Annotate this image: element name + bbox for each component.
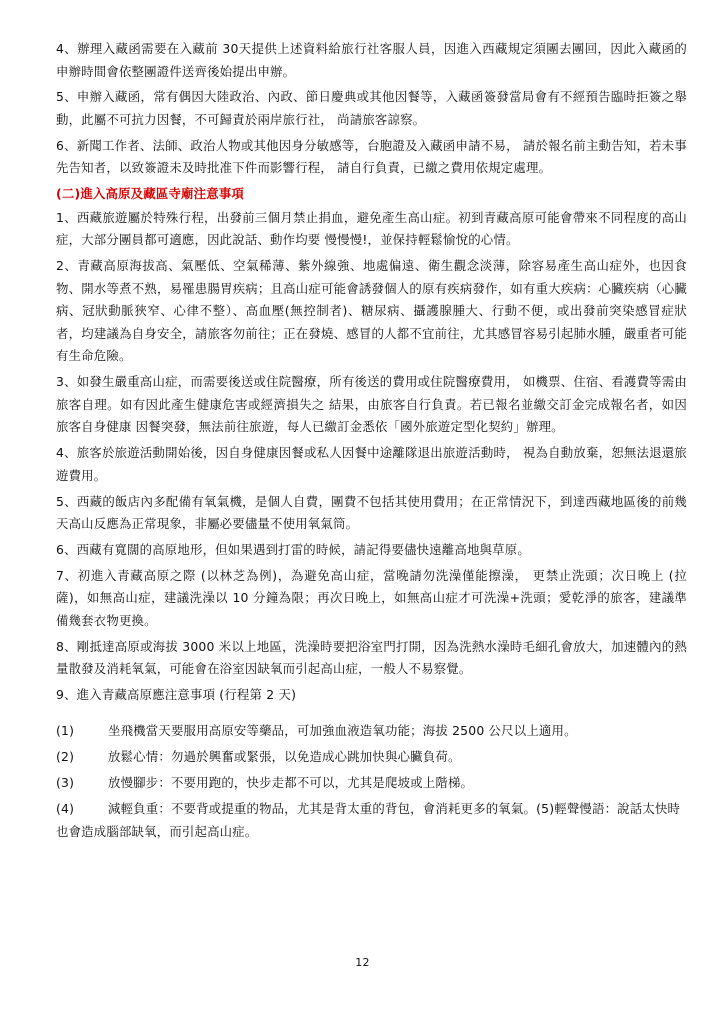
list-item-number: (2) xyxy=(56,748,75,764)
list-item xyxy=(56,746,687,769)
paragraph: 5、申辦入藏函，常有偶因大陸政治、內政、節日慶典或其他因餐等，入藏函簽發當局會有不經預告臨時拒簽之舉動，此屬不可抗力因餐，不可歸責於兩岸旅行社， 尚請旅客諒察。 xyxy=(56,89,687,127)
list-item-text: 放慢腳步：不要用跑的，快步走都不可以，尤其是爬坡或上階梯。 xyxy=(108,774,474,790)
paragraph: 6、西藏有寬闊的高原地形，但如果遇到打雷的時候，請記得要儘快遠離高地與草原。 xyxy=(56,541,530,557)
list-item-number: (4) xyxy=(56,800,75,816)
section-heading: (二)進入高原及藏區寺廟注意事項 xyxy=(56,186,244,202)
numbered-list xyxy=(56,720,687,843)
paragraph: 2、青藏高原海拔高、氣壓低、空氣稀薄、紫外線強、地處偏遠、衛生觀念淡薄，除容易產生高山症外，也因食物、開水等煮不熟，易罹患腸胃疾病；且高山症可能會誘發個人的原有疾病發作，如有重大疾病：心臟疾病（心臟病、冠狀動脈狹窄、心律不整）、高血壓(無控制者)、糖尿病、攝護腺腫大、行動不便，或出發前突染感冒症狀者，均建議為自身安全，請旅客勿前往；正在發燒、感冒的人都不宜前往，尤其感冒容易引起肺水腫，嚴重者可能有生命危險。 xyxy=(56,258,687,364)
paragraph: 4、辦理入藏函需要在入藏前 30天提供上述資料給旅行社客服人員，因進入西藏規定須團去團回，因此入藏函的申辦時間會依整團證件送齊後始提出申辦。 xyxy=(56,41,687,79)
paragraph: 8、剛抵達高原或海拔 3000 米以上地區，洗澡時要把浴室門打開，因為洗熱水澡時毛細孔會放大，加速體內的熱量散發及消耗氧氣，可能會在浴室因缺氧而引起高山症，一般人不易察覺。 xyxy=(56,638,687,677)
list-item-text: 坐飛機當天要服用高原安等藥品，可加強血液造氧功能；海拔 2500 公尺以上適用。 xyxy=(108,722,577,738)
paragraph: 7、初進入青藏高原之際 (以林芝為例)，為避免高山症，當晚請勿洗澡僅能擦澡， 更禁止洗頭；次日晚上 (拉薩)，如無高山症，建議洗澡以 10 分鐘為限；再次日晚上，如無高山症才可洗澡+洗頭；愛乾淨的旅客，建議準備幾套衣物更換。 xyxy=(56,567,687,628)
list-item-number: (1) xyxy=(56,722,75,738)
paragraph: 6、新聞工作者、法師、政治人物或其他因身分敏感等，台胞證及入藏函申請不易， 請於報名前主動告知，若未事先告知者，以致簽證未及時批准下件而影響行程， 請自行負責，已繳之費用依規定處理。 xyxy=(56,137,687,176)
list-item xyxy=(56,798,687,843)
paragraph: 1、西藏旅遊屬於特殊行程，出發前三個月禁止捐血，避免產生高山症。初到青藏高原可能會帶來不同程度的高山症，大部分團員都可適應，因此說話、動作均要 慢慢慢!，並保持輕鬆愉悅的心情。 xyxy=(56,209,687,248)
list-item-number: (3) xyxy=(56,774,75,790)
paragraph: 4、旅客於旅遊活動開始後，因自身健康因餐或私人因餐中途離隊退出旅遊活動時， 視為自動放棄，恕無法退還旅遊費用。 xyxy=(56,445,687,483)
list-item-text: 減輕負重：不要背或提重的物品，尤其是背太重的背包，會消耗更多的氧氣。(5)輕聲慢語：說話太快時也會造成腦部缺氧，而引起高山症。 xyxy=(56,800,681,839)
paragraph: 9、進入青藏高原應注意事項 (行程第 2 天) xyxy=(56,687,297,703)
list-item xyxy=(56,720,687,743)
list-item xyxy=(56,772,687,795)
paragraph: 3、如發生嚴重高山症，而需要後送或住院醫療，所有後送的費用或住院醫療費用， 如機票、住宿、看護費等需由旅客自理。如有因此產生健康危害或經濟損失之 結果，由旅客自行負責。若已報名並繳交訂金完成報名者，如因旅客自身健康 因餐突發，無法前往旅遊，每人已繳訂金悉依「國外旅遊定型化契約」辦理。 xyxy=(56,374,687,435)
list-item-text: 放鬆心情：勿過於興奮或緊張，以免造成心跳加快與心臟負荷。 xyxy=(108,748,461,764)
paragraph: 5、西藏的飯店內多配備有氧氣機，是個人自費，團費不包括其使用費用；在正常情況下，到達西藏地區後的前幾天高山反應為正常現象，非屬必要儘量不使用氧氣筒。 xyxy=(56,493,687,532)
page-number: 12 xyxy=(355,956,370,969)
